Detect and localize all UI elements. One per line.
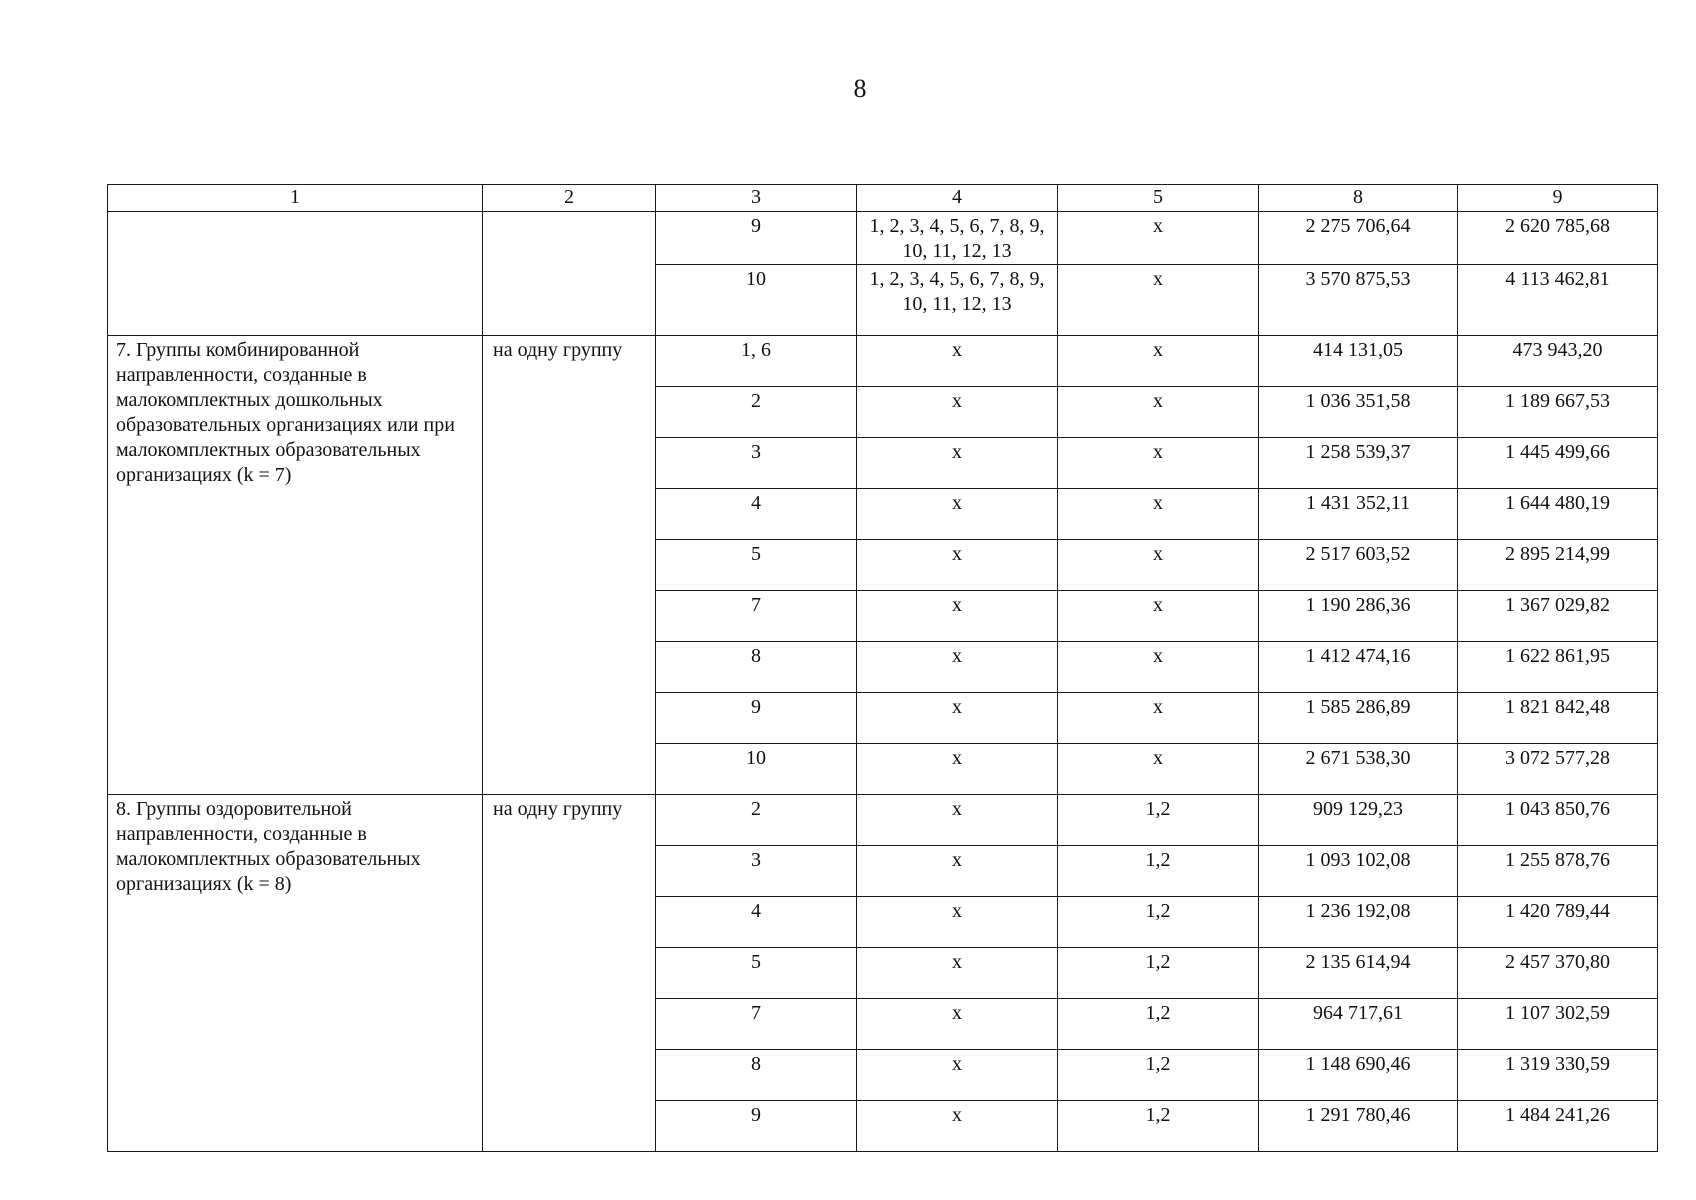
table-row: [108, 795, 1658, 846]
column-header: 8: [1259, 185, 1458, 212]
table-cell: х: [857, 846, 1058, 897]
group-unit: на одну группу: [483, 336, 656, 795]
table-cell: 1 189 667,53: [1458, 387, 1658, 438]
page-number: 8: [853, 74, 867, 103]
table-cell: 1 367 029,82: [1458, 591, 1658, 642]
table-cell: 4: [656, 489, 857, 540]
table-cell: 1 319 330,59: [1458, 1050, 1658, 1101]
table-cell: 1, 2, 3, 4, 5, 6, 7, 8, 9, 10, 11, 12, 13: [857, 265, 1058, 336]
table-cell: 1,2: [1058, 1101, 1259, 1152]
table-cell: 473 943,20: [1458, 336, 1658, 387]
table-cell: х: [857, 642, 1058, 693]
column-header: 2: [483, 185, 656, 212]
group-description: 7. Группы комбинированной направленности, созданные в малокомплектных дошкольных образовательных организациях или при малокомплектных образовательных организациях (k = 7): [108, 336, 483, 795]
table-cell: 3: [656, 438, 857, 489]
table-cell: 1 420 789,44: [1458, 897, 1658, 948]
table-cell: 1,2: [1058, 846, 1259, 897]
table-cell: 3 072 577,28: [1458, 744, 1658, 795]
table-cell: х: [857, 693, 1058, 744]
table-cell: 3: [656, 846, 857, 897]
table-cell: 2 620 785,68: [1458, 212, 1658, 265]
table-cell: 1,2: [1058, 795, 1259, 846]
table-cell: х: [1058, 693, 1259, 744]
table-cell: 909 129,23: [1259, 795, 1458, 846]
table-row: [108, 336, 1658, 387]
table-cell: 1 431 352,11: [1259, 489, 1458, 540]
group-unit: на одну группу: [483, 795, 656, 1152]
table-cell: х: [857, 744, 1058, 795]
table-cell: 2 517 603,52: [1259, 540, 1458, 591]
table-cell: 5: [656, 540, 857, 591]
table-cell: х: [1058, 540, 1259, 591]
table-cell: х: [857, 489, 1058, 540]
group-description: 8. Группы оздоровительной направленности, созданные в малокомплектных образовательных организациях (k = 8): [108, 795, 483, 1152]
table-cell: 1, 6: [656, 336, 857, 387]
table-cell: 1 258 539,37: [1259, 438, 1458, 489]
table-cell: 414 131,05: [1259, 336, 1458, 387]
table-cell: 1 190 286,36: [1259, 591, 1458, 642]
table-cell: 1 291 780,46: [1259, 1101, 1458, 1152]
table-cell: 8: [656, 642, 857, 693]
table-cell: 1 043 850,76: [1458, 795, 1658, 846]
table-cell: 2 135 614,94: [1259, 948, 1458, 999]
table-cell: х: [857, 387, 1058, 438]
table-cell: 1 255 878,76: [1458, 846, 1658, 897]
table-cell: 1,2: [1058, 897, 1259, 948]
table-cell: 964 717,61: [1259, 999, 1458, 1050]
table-cell: х: [857, 591, 1058, 642]
table-cell: 9: [656, 1101, 857, 1152]
empty-cell: [108, 212, 483, 336]
table-cell: 1 036 351,58: [1259, 387, 1458, 438]
column-header: 1: [108, 185, 483, 212]
table-cell: 1 148 690,46: [1259, 1050, 1458, 1101]
table-cell: 1 236 192,08: [1259, 897, 1458, 948]
table-cell: х: [857, 438, 1058, 489]
table-cell: х: [1058, 212, 1259, 265]
table-cell: 1, 2, 3, 4, 5, 6, 7, 8, 9, 10, 11, 12, 13: [857, 212, 1058, 265]
table-cell: 7: [656, 999, 857, 1050]
table-cell: 1 644 480,19: [1458, 489, 1658, 540]
table-cell: х: [1058, 387, 1259, 438]
table-cell: х: [857, 336, 1058, 387]
tariff-table: [107, 184, 1658, 1152]
table-cell: 2 671 538,30: [1259, 744, 1458, 795]
table-cell: 5: [656, 948, 857, 999]
table-cell: 10: [656, 744, 857, 795]
table-cell: х: [857, 897, 1058, 948]
table-cell: 2 457 370,80: [1458, 948, 1658, 999]
table-cell: 1 821 842,48: [1458, 693, 1658, 744]
table-cell: х: [857, 1050, 1058, 1101]
table-cell: х: [857, 1101, 1058, 1152]
empty-cell: [483, 212, 656, 336]
table-cell: 2 895 214,99: [1458, 540, 1658, 591]
table-cell: х: [1058, 438, 1259, 489]
column-header: 9: [1458, 185, 1658, 212]
table-cell: 1 622 861,95: [1458, 642, 1658, 693]
table-cell: х: [1058, 591, 1259, 642]
header-row: [108, 185, 1658, 212]
table-cell: 1 093 102,08: [1259, 846, 1458, 897]
table-cell: 2: [656, 387, 857, 438]
table-cell: х: [1058, 744, 1259, 795]
table-cell: х: [1058, 336, 1259, 387]
table-cell: 1 484 241,26: [1458, 1101, 1658, 1152]
column-header: 5: [1058, 185, 1259, 212]
table-cell: х: [857, 795, 1058, 846]
table-cell: х: [1058, 642, 1259, 693]
table-cell: 9: [656, 693, 857, 744]
table-cell: 1 412 474,16: [1259, 642, 1458, 693]
table-cell: 1 445 499,66: [1458, 438, 1658, 489]
table-cell: 2 275 706,64: [1259, 212, 1458, 265]
table-cell: 9: [656, 212, 857, 265]
table-cell: 1 585 286,89: [1259, 693, 1458, 744]
table-cell: 10: [656, 265, 857, 336]
column-header: 4: [857, 185, 1058, 212]
table-cell: 1,2: [1058, 999, 1259, 1050]
table-cell: 7: [656, 591, 857, 642]
column-header: 3: [656, 185, 857, 212]
table-cell: х: [857, 999, 1058, 1050]
table-cell: 1,2: [1058, 1050, 1259, 1101]
table-cell: х: [1058, 489, 1259, 540]
table-cell: х: [857, 540, 1058, 591]
table-cell: 2: [656, 795, 857, 846]
table-cell: 8: [656, 1050, 857, 1101]
table-cell: 3 570 875,53: [1259, 265, 1458, 336]
table-cell: х: [857, 948, 1058, 999]
table-row: [108, 212, 1658, 265]
table-cell: 4: [656, 897, 857, 948]
table-cell: 1,2: [1058, 948, 1259, 999]
table-cell: 1 107 302,59: [1458, 999, 1658, 1050]
table-cell: х: [1058, 265, 1259, 336]
table-cell: 4 113 462,81: [1458, 265, 1658, 336]
